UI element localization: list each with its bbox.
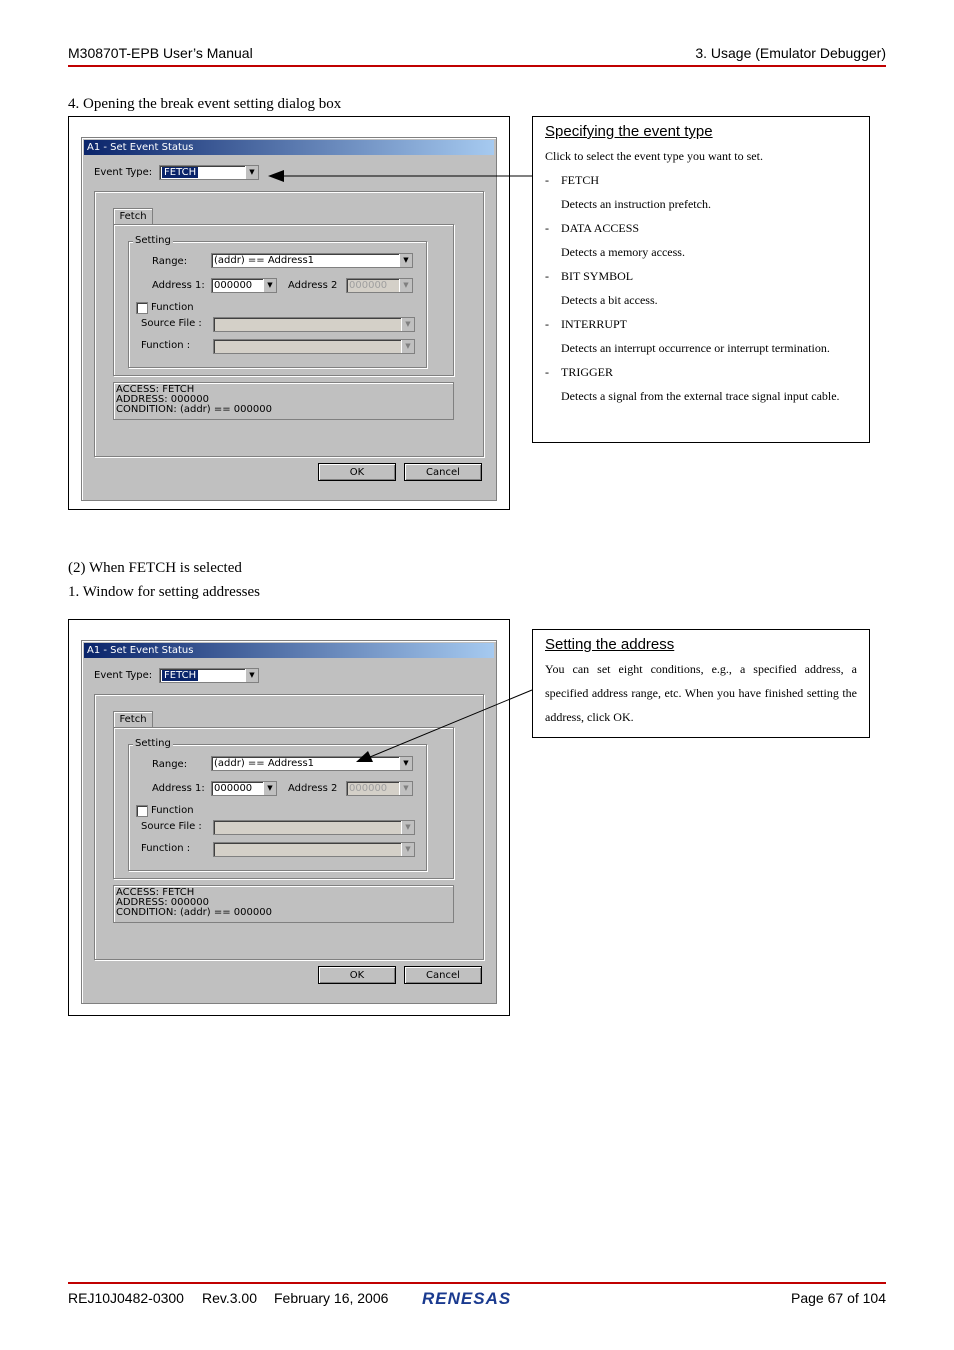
chevron-down-icon[interactable]: ▼ xyxy=(245,166,258,179)
chevron-down-icon[interactable]: ▼ xyxy=(263,782,276,795)
cancel-button[interactable]: Cancel xyxy=(404,463,482,481)
source-file-label: Source File : xyxy=(141,318,202,329)
address1-value: 000000 xyxy=(214,280,253,291)
chevron-down-icon[interactable]: ▼ xyxy=(263,279,276,292)
chevron-down-icon[interactable]: ▼ xyxy=(245,669,258,682)
chevron-down-icon: ▼ xyxy=(401,318,414,331)
chevron-down-icon: ▼ xyxy=(401,340,414,353)
source-file-label: Source File : xyxy=(141,821,202,832)
event-type-name: DATA ACCESS xyxy=(561,221,640,235)
section2-caption: (2) When FETCH is selected xyxy=(68,560,242,576)
chevron-down-icon[interactable]: ▼ xyxy=(399,254,412,267)
status-line: ACCESS: FETCH xyxy=(116,384,195,395)
arrow-line-address xyxy=(370,690,532,757)
header-section-title: 3. Usage (Emulator Debugger) xyxy=(695,45,886,61)
function-label: Function : xyxy=(141,340,191,351)
dialog-titlebar: A1 - Set Event Status xyxy=(84,643,494,658)
range-value: (addr) == Address1 xyxy=(214,255,315,266)
event-type-desc: Detects a memory access. xyxy=(561,245,685,259)
event-type-desc: Detects a bit access. xyxy=(561,293,658,307)
arrow-head-icon xyxy=(268,170,284,182)
event-type-desc: Detects an instruction prefetch. xyxy=(561,197,711,211)
event-type-label: Event Type: xyxy=(94,167,153,178)
callout-text: You can set eight conditions, e.g., a specified address, a specified address range, etc. When you have finished setting the address, click OK. xyxy=(545,662,857,724)
function-checkbox-label: Function xyxy=(151,805,194,816)
event-type-value: FETCH xyxy=(164,167,197,178)
tab-fetch[interactable]: Fetch xyxy=(113,208,153,225)
event-type-name: TRIGGER xyxy=(561,365,613,379)
chevron-down-icon[interactable]: ▼ xyxy=(399,757,412,770)
range-label: Range: xyxy=(152,759,188,770)
function-checkbox-label: Function xyxy=(151,302,194,313)
range-value: (addr) == Address1 xyxy=(214,758,315,769)
address1-label: Address 1: xyxy=(152,280,205,291)
event-type-item: - DATA ACCESS xyxy=(545,216,857,240)
address1-label: Address 1: xyxy=(152,783,205,794)
arrow-head-icon xyxy=(356,751,373,762)
function-label: Function : xyxy=(141,843,191,854)
ok-button[interactable]: OK xyxy=(318,463,396,481)
footer-rule xyxy=(68,1282,886,1284)
callout-title: Setting the address xyxy=(545,636,675,653)
chevron-down-icon: ▼ xyxy=(399,782,412,795)
event-type-item: - BIT SYMBOL xyxy=(545,264,857,288)
event-type-name: FETCH xyxy=(561,173,600,187)
renesas-logo: RENESAS xyxy=(422,1289,512,1308)
status-line: ADDRESS: 000000 xyxy=(116,897,209,908)
event-type-name: BIT SYMBOL xyxy=(561,269,634,283)
setting-group-label: Setting xyxy=(135,738,171,749)
event-type-item: - TRIGGER xyxy=(545,360,857,384)
footer-page-number: Page 67 of 104 xyxy=(791,1290,886,1306)
setting-group-label: Setting xyxy=(135,235,171,246)
chevron-down-icon: ▼ xyxy=(401,843,414,856)
section1-caption: 4. Opening the break event setting dialog box xyxy=(68,96,342,112)
callout-title: Specifying the event type xyxy=(545,123,713,140)
cancel-button[interactable]: Cancel xyxy=(404,966,482,984)
address2-value: 000000 xyxy=(349,280,388,291)
event-type-item: - FETCH xyxy=(545,168,857,192)
footer-doc-id: REJ10J0482-0300 xyxy=(68,1290,184,1306)
callout-intro: Click to select the event type you want to set. xyxy=(545,149,763,163)
ok-button[interactable]: OK xyxy=(318,966,396,984)
event-type-name: INTERRUPT xyxy=(561,317,627,331)
chevron-down-icon: ▼ xyxy=(401,821,414,834)
address2-value: 000000 xyxy=(349,783,388,794)
event-type-desc: Detects an interrupt occurrence or interrupt termination. xyxy=(561,341,830,355)
footer-revision: Rev.3.00 xyxy=(202,1290,257,1306)
status-line: ADDRESS: 000000 xyxy=(116,394,209,405)
address1-value: 000000 xyxy=(214,783,253,794)
address2-label: Address 2 xyxy=(288,783,338,794)
tab-fetch[interactable]: Fetch xyxy=(113,711,153,728)
section2-subcaption: 1. Window for setting addresses xyxy=(68,584,261,600)
address2-label: Address 2 xyxy=(288,280,338,291)
header-manual-title: M30870T-EPB User’s Manual xyxy=(68,45,253,61)
status-line: CONDITION: (addr) == 000000 xyxy=(116,404,272,415)
chevron-down-icon: ▼ xyxy=(399,279,412,292)
event-type-value: FETCH xyxy=(164,670,197,681)
event-type-item: - INTERRUPT xyxy=(545,312,857,336)
event-type-label: Event Type: xyxy=(94,670,153,681)
event-type-desc: Detects a signal from the external trace signal input cable. xyxy=(561,389,840,403)
status-line: ACCESS: FETCH xyxy=(116,887,195,898)
dialog-titlebar: A1 - Set Event Status xyxy=(84,140,494,155)
status-line: CONDITION: (addr) == 000000 xyxy=(116,907,272,918)
range-label: Range: xyxy=(152,256,188,267)
footer-date: February 16, 2006 xyxy=(274,1290,389,1306)
